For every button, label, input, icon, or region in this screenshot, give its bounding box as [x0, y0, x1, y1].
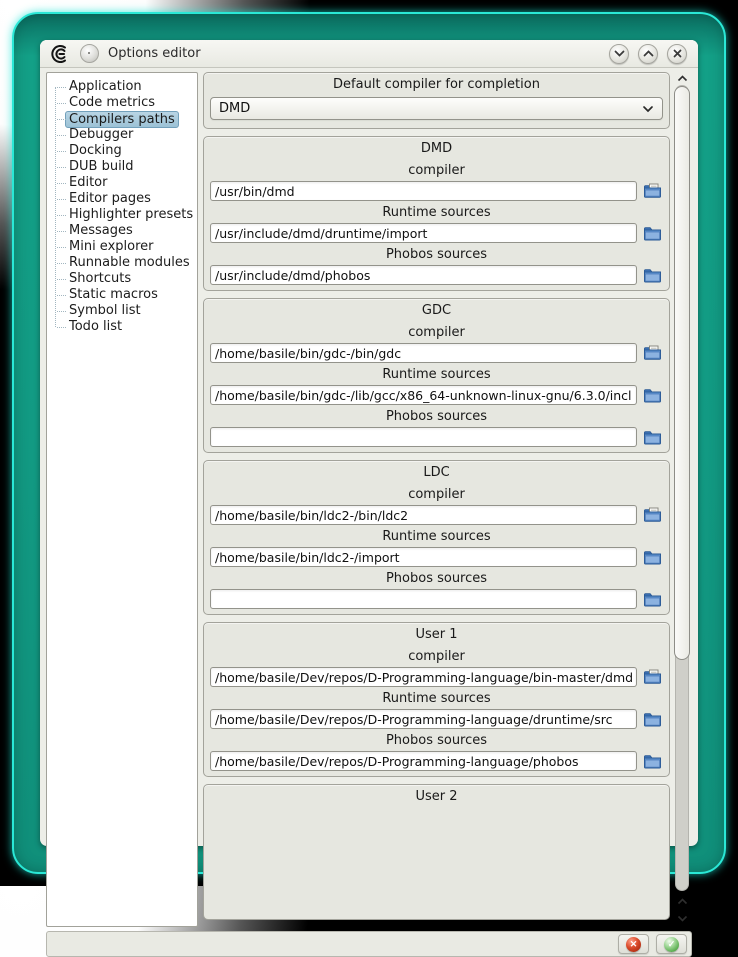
chevron-up-icon [677, 75, 688, 82]
folder-icon[interactable] [642, 753, 663, 770]
accept-button[interactable] [656, 934, 687, 954]
field-row [210, 751, 663, 771]
field-row [210, 385, 663, 405]
sidebar-item-todo-list[interactable] [49, 319, 195, 335]
minimize-button[interactable] [609, 44, 629, 64]
sidebar-item-messages[interactable] [49, 223, 195, 239]
field-row [210, 667, 663, 687]
user-1-compiler-input[interactable] [210, 667, 637, 687]
field-row [210, 709, 663, 729]
options-panel [203, 72, 670, 927]
default-compiler-select[interactable] [210, 97, 663, 120]
dmd-runtime-sources-input[interactable] [210, 223, 637, 243]
dmd-compiler-input[interactable] [210, 181, 637, 201]
group-title: DMD [420, 141, 453, 156]
sidebar-item-label: Editor [69, 175, 108, 190]
open-file-icon[interactable] [642, 345, 663, 362]
sidebar-item-mini-explorer[interactable] [49, 239, 195, 255]
sidebar-item-dub-build[interactable] [49, 159, 195, 175]
field-row [210, 343, 663, 363]
sidebar-item-editor[interactable] [49, 175, 195, 191]
field-row [210, 547, 663, 567]
chevron-up-icon [643, 50, 654, 57]
sidebar-item-static-macros[interactable] [49, 287, 195, 303]
sidebar-item-compilers-paths[interactable] [49, 111, 195, 127]
sidebar-item-symbol-list[interactable] [49, 303, 195, 319]
group-title: Default compiler for completion [333, 77, 540, 92]
dmd-phobos-sources-input[interactable] [210, 265, 637, 285]
field-label-compiler: compiler [408, 325, 465, 340]
field-label-phobos-sources: Phobos sources [385, 247, 488, 262]
restore-button[interactable] [638, 44, 658, 64]
field-label-runtime-sources: Runtime sources [382, 367, 491, 382]
field-row [210, 181, 663, 201]
field-row [210, 223, 663, 243]
sidebar-item-label: Shortcuts [69, 271, 132, 286]
user-1-phobos-sources-input[interactable] [210, 751, 637, 771]
field-label-runtime-sources: Runtime sources [382, 205, 491, 220]
field-label-runtime-sources: Runtime sources [382, 529, 491, 544]
sidebar-item-label: Symbol list [69, 303, 141, 318]
field-label-compiler: compiler [408, 487, 465, 502]
group-title: User 1 [415, 627, 458, 642]
field-row [210, 505, 663, 525]
folder-icon[interactable] [642, 711, 663, 728]
folder-icon[interactable] [642, 267, 663, 284]
category-list [46, 72, 198, 927]
chevron-down-icon [642, 105, 654, 113]
field-label-compiler: compiler [408, 649, 465, 664]
sidebar-item-label: Todo list [69, 319, 123, 334]
folder-icon[interactable] [642, 225, 663, 242]
open-file-icon[interactable] [642, 507, 663, 524]
ldc-compiler-input[interactable] [210, 505, 637, 525]
field-label-phobos-sources: Phobos sources [385, 733, 488, 748]
field-row [210, 589, 663, 609]
group-ldc [203, 460, 670, 615]
window-title: Options editor [108, 46, 201, 61]
field-row [210, 427, 663, 447]
field-row [210, 265, 663, 285]
ldc-runtime-sources-input[interactable] [210, 547, 637, 567]
group-dmd [203, 136, 670, 291]
scroll-down-button[interactable] [672, 910, 692, 926]
chevron-down-icon [614, 50, 625, 57]
sidebar-item-highlighter-presets[interactable] [49, 207, 195, 223]
cancel-icon: ✕ [626, 937, 641, 952]
field-label-phobos-sources: Phobos sources [385, 409, 488, 424]
group-title: User 2 [415, 789, 458, 804]
titlebar[interactable] [40, 40, 698, 68]
cancel-button[interactable] [618, 934, 649, 954]
vertical-scrollbar[interactable] [672, 72, 692, 927]
sidebar-item-label: Messages [69, 223, 133, 238]
chevron-up-icon [677, 898, 688, 905]
gdc-phobos-sources-input[interactable] [210, 427, 637, 447]
field-label-phobos-sources: Phobos sources [385, 571, 488, 586]
window-controls [609, 44, 687, 64]
window-frame [12, 12, 726, 949]
sidebar-item-editor-pages[interactable] [49, 191, 195, 207]
group-user-1 [203, 622, 670, 777]
combo-selected-value: DMD [219, 101, 251, 116]
footer-bar [46, 931, 692, 957]
open-file-icon[interactable] [642, 669, 663, 686]
sidebar-item-debugger[interactable] [49, 127, 195, 143]
sidebar-item-label: Highlighter presets [69, 207, 194, 222]
sidebar-item-label: Code metrics [69, 95, 156, 110]
group-user-2 [203, 784, 670, 920]
scrollbar-thumb[interactable] [674, 86, 690, 660]
coedit-logo-icon [49, 43, 71, 65]
accept-icon: ✓ [664, 937, 679, 952]
default-compiler-group [203, 72, 670, 129]
field-label-runtime-sources: Runtime sources [382, 691, 491, 706]
close-icon [673, 49, 682, 58]
folder-icon[interactable] [642, 429, 663, 446]
sidebar-item-label: Mini explorer [69, 239, 154, 254]
sidebar-item-label: Runnable modules [69, 255, 190, 270]
main-area [46, 72, 692, 927]
sidebar-item-label: Docking [69, 143, 122, 158]
sidebar-item-application[interactable] [49, 79, 195, 95]
gdc-runtime-sources-input[interactable] [210, 385, 637, 405]
options-editor-window [40, 40, 698, 949]
folder-icon[interactable] [642, 549, 663, 566]
group-title: LDC [423, 465, 450, 480]
folder-icon[interactable] [642, 387, 663, 404]
scroll-up-button-bottom[interactable] [672, 893, 692, 909]
sidebar-item-shortcuts[interactable] [49, 271, 195, 287]
field-label-compiler: compiler [408, 163, 465, 178]
system-menu-button[interactable] [80, 44, 99, 63]
sidebar-item-code-metrics[interactable] [49, 95, 195, 111]
close-button[interactable] [667, 44, 687, 64]
ldc-phobos-sources-input[interactable] [210, 589, 637, 609]
sidebar-item-docking[interactable] [49, 143, 195, 159]
group-title: GDC [421, 303, 452, 318]
open-file-icon[interactable] [642, 183, 663, 200]
sidebar-item-label: Static macros [69, 287, 158, 302]
sidebar-item-label: Editor pages [69, 191, 151, 206]
user-1-runtime-sources-input[interactable] [210, 709, 637, 729]
sidebar-item-label: DUB build [69, 159, 134, 174]
sidebar-item-runnable-modules[interactable] [49, 255, 195, 271]
group-gdc [203, 298, 670, 453]
folder-icon[interactable] [642, 591, 663, 608]
sidebar-item-label: Application [69, 79, 142, 94]
sidebar-item-label: Compilers paths [65, 111, 179, 128]
sidebar-item-label: Debugger [69, 127, 134, 142]
scroll-up-button[interactable] [672, 72, 692, 85]
chevron-down-icon [677, 915, 688, 922]
gdc-compiler-input[interactable] [210, 343, 637, 363]
